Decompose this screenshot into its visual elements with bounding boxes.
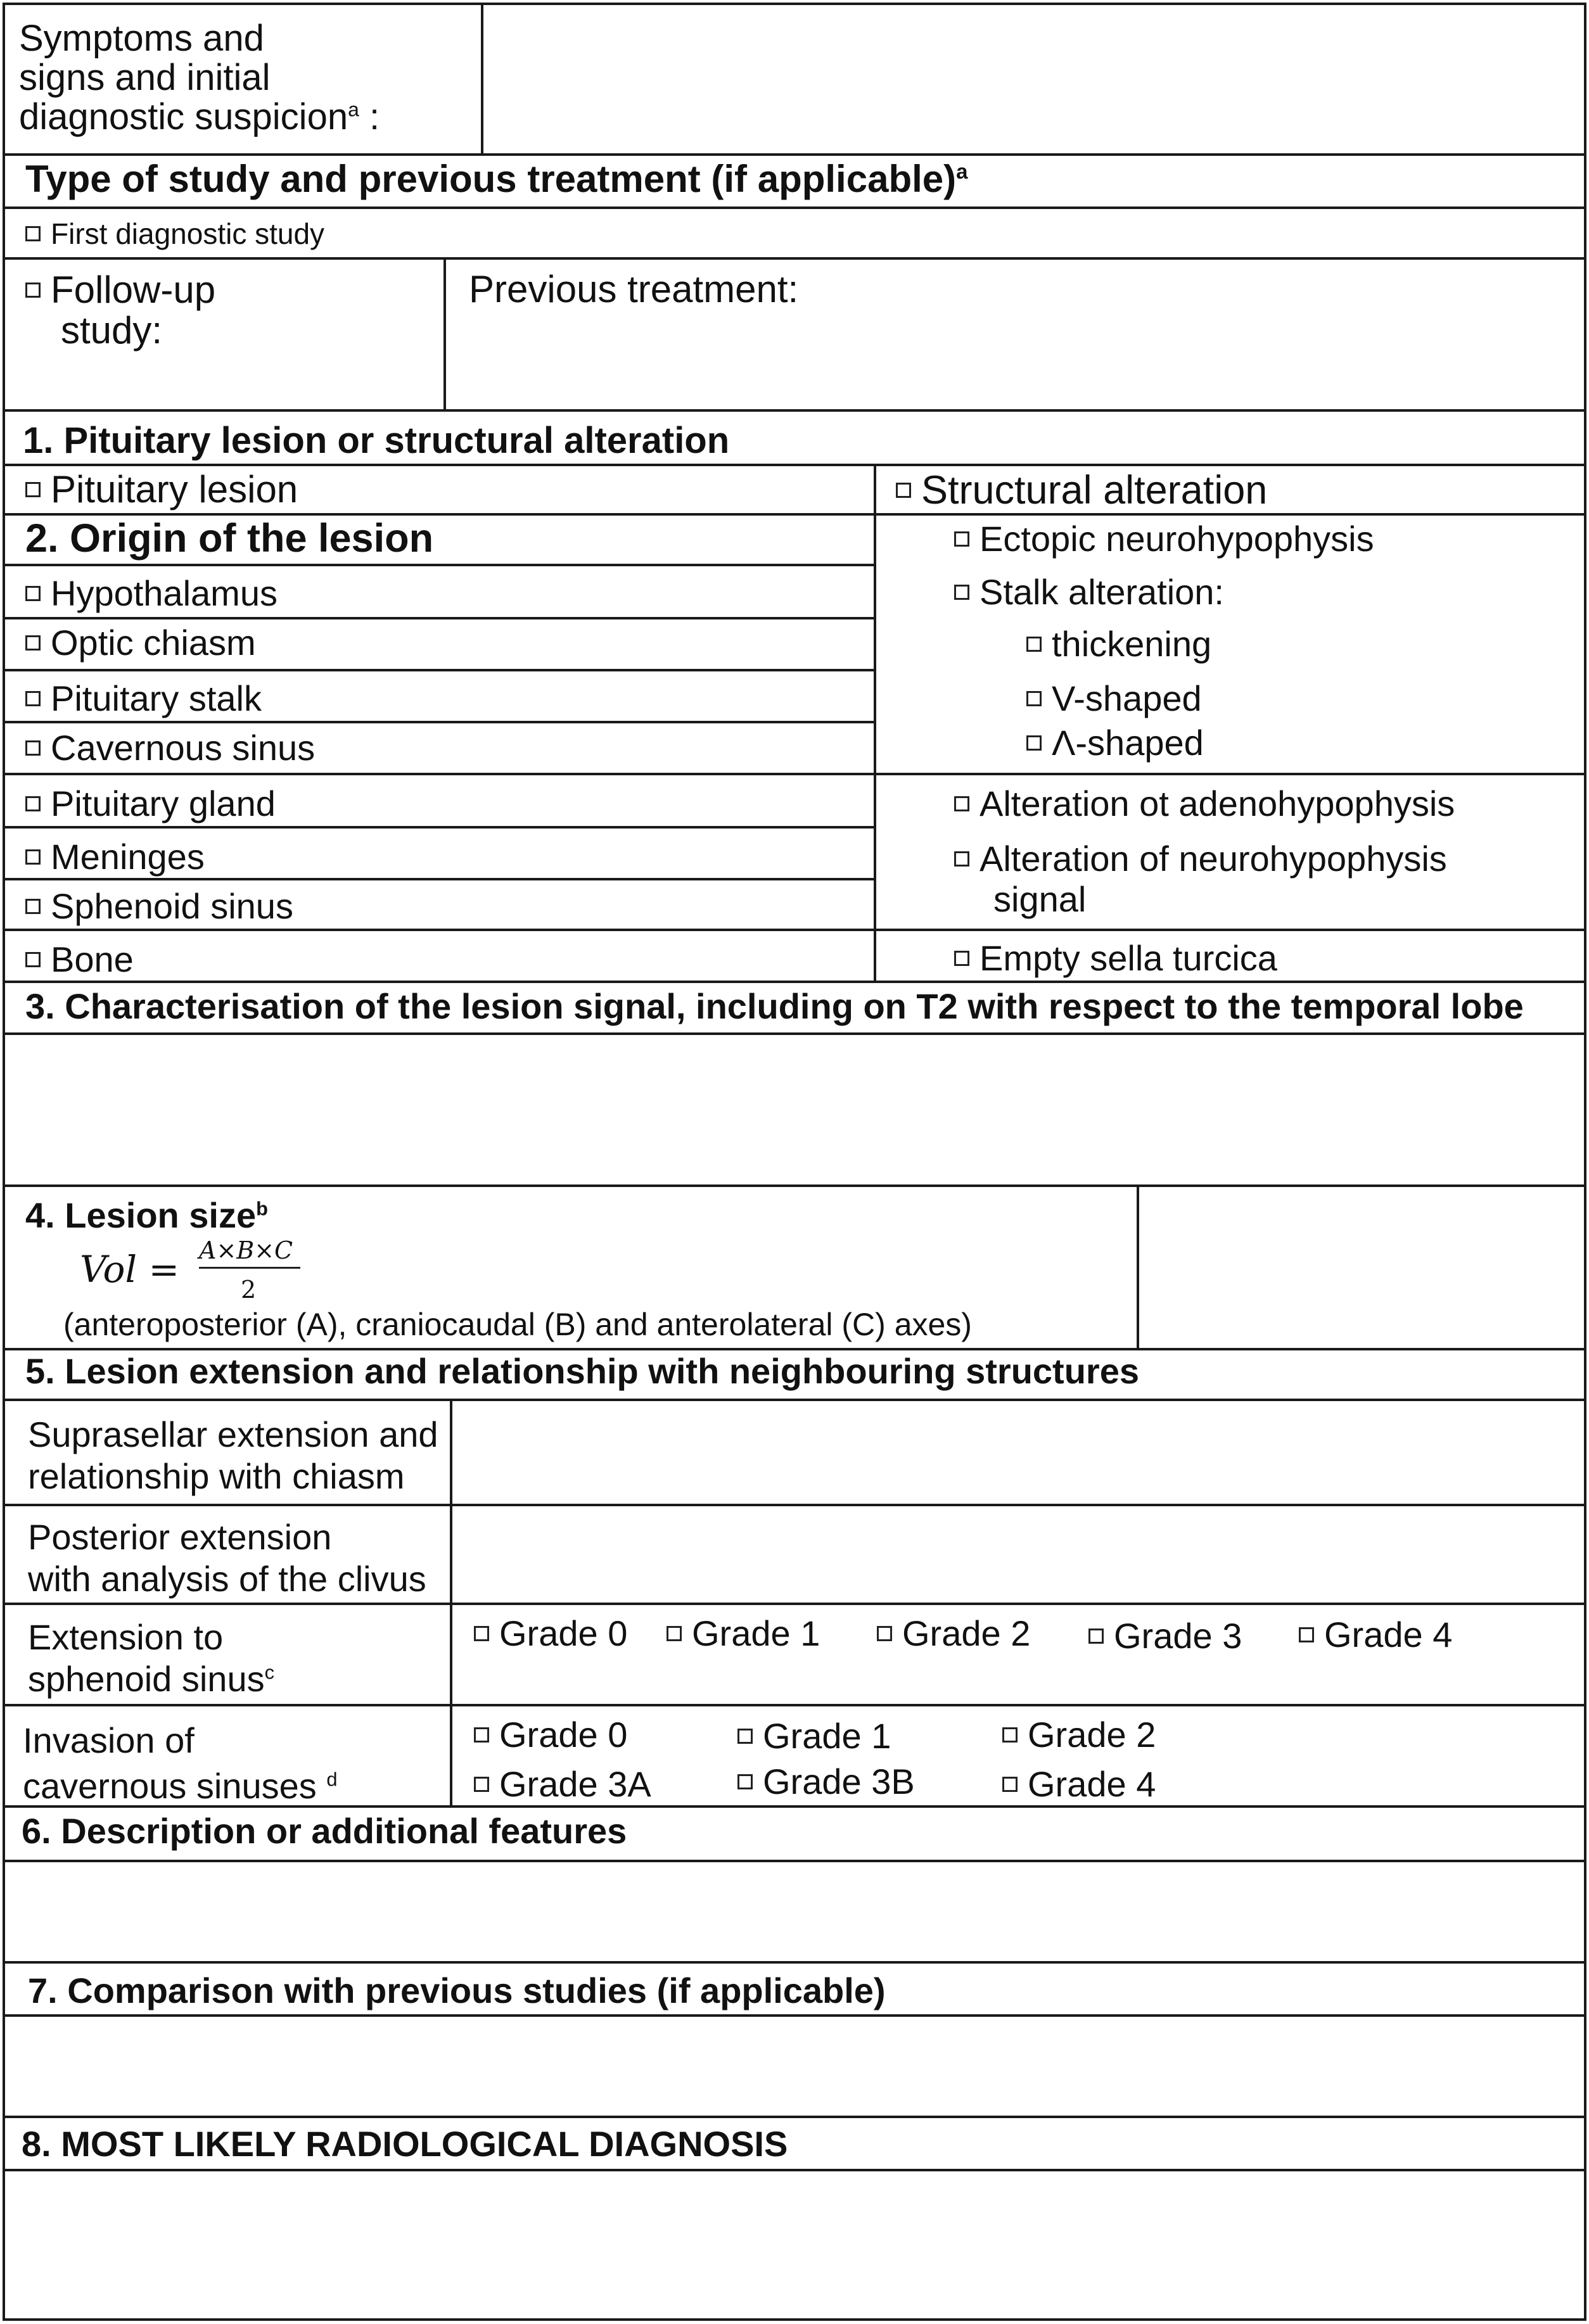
volume-formula-denominator: 2: [241, 1276, 257, 1304]
form-border-bottom: [3, 2318, 1586, 2321]
divider: [3, 1860, 1586, 1862]
checkbox[interactable]: [1026, 691, 1042, 706]
cavernous-grade-3b[interactable]: Grade 3B: [737, 1762, 915, 1801]
sphenoid-grade-1[interactable]: Grade 1: [667, 1614, 820, 1653]
sphenoid-grade-3[interactable]: Grade 3: [1088, 1616, 1242, 1656]
checkbox[interactable]: [474, 1727, 489, 1743]
pituitary-lesion-option[interactable]: Pituitary lesion: [25, 469, 298, 511]
divider: [3, 878, 876, 880]
cavernous-grade-1[interactable]: Grade 1: [737, 1717, 891, 1756]
divider: [3, 513, 1586, 516]
section5-heading: 5. Lesion extension and relationship with neighbouring structures: [25, 1351, 1139, 1391]
diagnosis-input[interactable]: [6, 2173, 1581, 2316]
checkbox[interactable]: [25, 283, 41, 298]
form-border-left: [3, 3, 5, 2321]
checkbox[interactable]: [474, 1626, 489, 1641]
divider: [3, 617, 876, 619]
suprasellar-label: Suprasellar extension and relationship with chiasm: [28, 1414, 438, 1496]
checkbox[interactable]: [25, 796, 41, 811]
checkbox[interactable]: [1299, 1627, 1314, 1642]
checkbox[interactable]: [954, 951, 969, 966]
checkbox[interactable]: [25, 482, 41, 497]
divider: [481, 3, 483, 156]
stalk-v-shaped-option[interactable]: V-shaped: [1026, 679, 1202, 718]
neurohypophysis-signal-option[interactable]: Alteration of neurohypophysis signal: [954, 839, 1447, 920]
checkbox[interactable]: [737, 1774, 753, 1789]
section2-heading: 2. Origin of the lesion: [25, 516, 434, 561]
description-input[interactable]: [6, 1864, 1581, 1959]
divider: [3, 1348, 1586, 1350]
sphenoid-extension-label: Extension to sphenoid sinus$^c$: [28, 1617, 275, 1699]
checkbox[interactable]: [1026, 735, 1042, 751]
signal-characterisation-area[interactable]: [6, 1036, 1581, 1182]
axes-note: (anteroposterior (A), craniocaudal (B) and anterolateral (C) axes): [63, 1307, 972, 1342]
section3-heading: 3. Characterisation of the lesion signal, including on T2 with respect to the temporal lobe: [25, 986, 1524, 1026]
divider: [3, 2116, 1586, 2118]
divider: [3, 929, 1586, 931]
divider: [3, 1032, 1586, 1035]
divider: [3, 2014, 1586, 2017]
checkbox[interactable]: [737, 1729, 753, 1744]
formula-fraction-bar: [199, 1267, 300, 1269]
ectopic-neurohypophysis-option[interactable]: Ectopic neurohypophysis: [954, 519, 1374, 559]
cavernous-grade-4[interactable]: Grade 4: [1002, 1765, 1156, 1804]
origin-option-bone[interactable]: Bone: [25, 940, 134, 979]
section8-heading: 8. MOST LIKELY RADIOLOGICAL DIAGNOSIS: [22, 2124, 788, 2164]
section6-heading: 6. Description or additional features: [22, 1811, 627, 1851]
checkbox[interactable]: [954, 851, 969, 867]
divider: [3, 773, 1586, 775]
divider: [3, 669, 876, 671]
divider: [1137, 1184, 1139, 1349]
checkbox[interactable]: [25, 899, 41, 914]
adenohypophysis-option[interactable]: Alteration ot adenohypophysis: [954, 784, 1455, 823]
symptoms-label: Symptoms and signs and initial diagnostic suspicion$^a$ :: [19, 18, 380, 137]
checkbox[interactable]: [25, 691, 41, 706]
origin-option-cavernous-sinus[interactable]: Cavernous sinus: [25, 728, 315, 768]
divider: [3, 981, 1586, 983]
checkbox[interactable]: [896, 483, 911, 498]
checkbox[interactable]: [474, 1777, 489, 1792]
divider: [444, 257, 446, 410]
divider: [3, 2169, 1586, 2171]
checkbox[interactable]: [877, 1626, 892, 1641]
divider: [3, 721, 876, 723]
checkbox[interactable]: [667, 1626, 682, 1641]
study-type-heading: Type of study and previous treatment (if applicable)$^a$: [25, 158, 968, 200]
empty-sella-option[interactable]: Empty sella turcica: [954, 939, 1277, 978]
followup-study-option[interactable]: Follow-up study:: [25, 270, 215, 351]
section1-heading: 1. Pituitary lesion or structural alteration: [23, 420, 730, 461]
stalk-alteration-option[interactable]: Stalk alteration:: [954, 573, 1224, 612]
checkbox[interactable]: [954, 531, 969, 547]
volume-formula-lhs: Vol =: [80, 1248, 180, 1291]
origin-option-sphenoid-sinus[interactable]: Sphenoid sinus: [25, 887, 293, 926]
origin-option-pituitary-gland[interactable]: Pituitary gland: [25, 784, 276, 823]
sphenoid-grade-4[interactable]: Grade 4: [1299, 1615, 1452, 1654]
stalk-lambda-shaped-option[interactable]: Λ-shaped: [1026, 723, 1204, 763]
previous-treatment-label: Previous treatment:: [469, 268, 799, 310]
checkbox[interactable]: [25, 740, 41, 756]
checkbox[interactable]: [1002, 1727, 1018, 1743]
lesion-size-input[interactable]: [1140, 1188, 1581, 1345]
divider: [3, 826, 876, 829]
stalk-thickening-option[interactable]: thickening: [1026, 625, 1211, 664]
sphenoid-grade-0[interactable]: Grade 0: [474, 1614, 627, 1653]
checkbox[interactable]: [954, 585, 969, 600]
checkbox[interactable]: [954, 796, 969, 811]
divider: [3, 257, 1586, 260]
divider: [3, 464, 1586, 466]
form-border-top: [3, 3, 1586, 5]
posterior-label: Posterior extension with analysis of the clivus: [28, 1517, 426, 1599]
origin-option-meninges[interactable]: Meninges: [25, 837, 205, 877]
form-border-right: [1584, 3, 1586, 2321]
structural-alteration-option[interactable]: Structural alteration: [896, 469, 1267, 512]
section4-heading: 4. Lesion size$^b$: [25, 1195, 268, 1235]
checkbox[interactable]: [1026, 637, 1042, 652]
divider: [3, 409, 1586, 412]
checkbox[interactable]: [25, 635, 41, 651]
divider: [3, 1399, 1586, 1401]
section7-heading: 7. Comparison with previous studies (if applicable): [28, 1971, 886, 2010]
divider: [3, 153, 1586, 156]
cavernous-invasion-label: Invasion of cavernous sinuses $^d$: [23, 1720, 338, 1806]
cavernous-grade-3a[interactable]: Grade 3A: [474, 1765, 651, 1804]
suprasellar-input[interactable]: [454, 1402, 1581, 1501]
cavernous-grade-2[interactable]: Grade 2: [1002, 1715, 1156, 1755]
divider: [3, 1504, 1586, 1506]
symptoms-input-area[interactable]: [485, 6, 1581, 151]
checkbox[interactable]: [1088, 1629, 1104, 1644]
comparison-input[interactable]: [6, 2018, 1581, 2113]
divider: [3, 1704, 1586, 1706]
origin-option-pituitary-stalk[interactable]: Pituitary stalk: [25, 679, 262, 718]
divider: [3, 206, 1586, 209]
posterior-input[interactable]: [454, 1508, 1581, 1600]
volume-formula-numerator: A×B×C: [199, 1236, 293, 1264]
sphenoid-grade-2[interactable]: Grade 2: [877, 1614, 1030, 1653]
first-study-option[interactable]: First diagnostic study: [25, 218, 324, 250]
checkbox[interactable]: [25, 952, 41, 967]
checkbox[interactable]: [25, 226, 41, 241]
divider: [3, 1961, 1586, 1964]
origin-option-optic-chiasm[interactable]: Optic chiasm: [25, 623, 256, 663]
origin-option-hypothalamus[interactable]: Hypothalamus: [25, 574, 278, 613]
divider: [3, 1184, 1586, 1187]
divider: [3, 564, 876, 566]
checkbox[interactable]: [25, 586, 41, 601]
cavernous-grade-0[interactable]: Grade 0: [474, 1715, 627, 1755]
checkbox[interactable]: [25, 849, 41, 865]
checkbox[interactable]: [1002, 1777, 1018, 1792]
divider: [3, 1603, 1586, 1605]
